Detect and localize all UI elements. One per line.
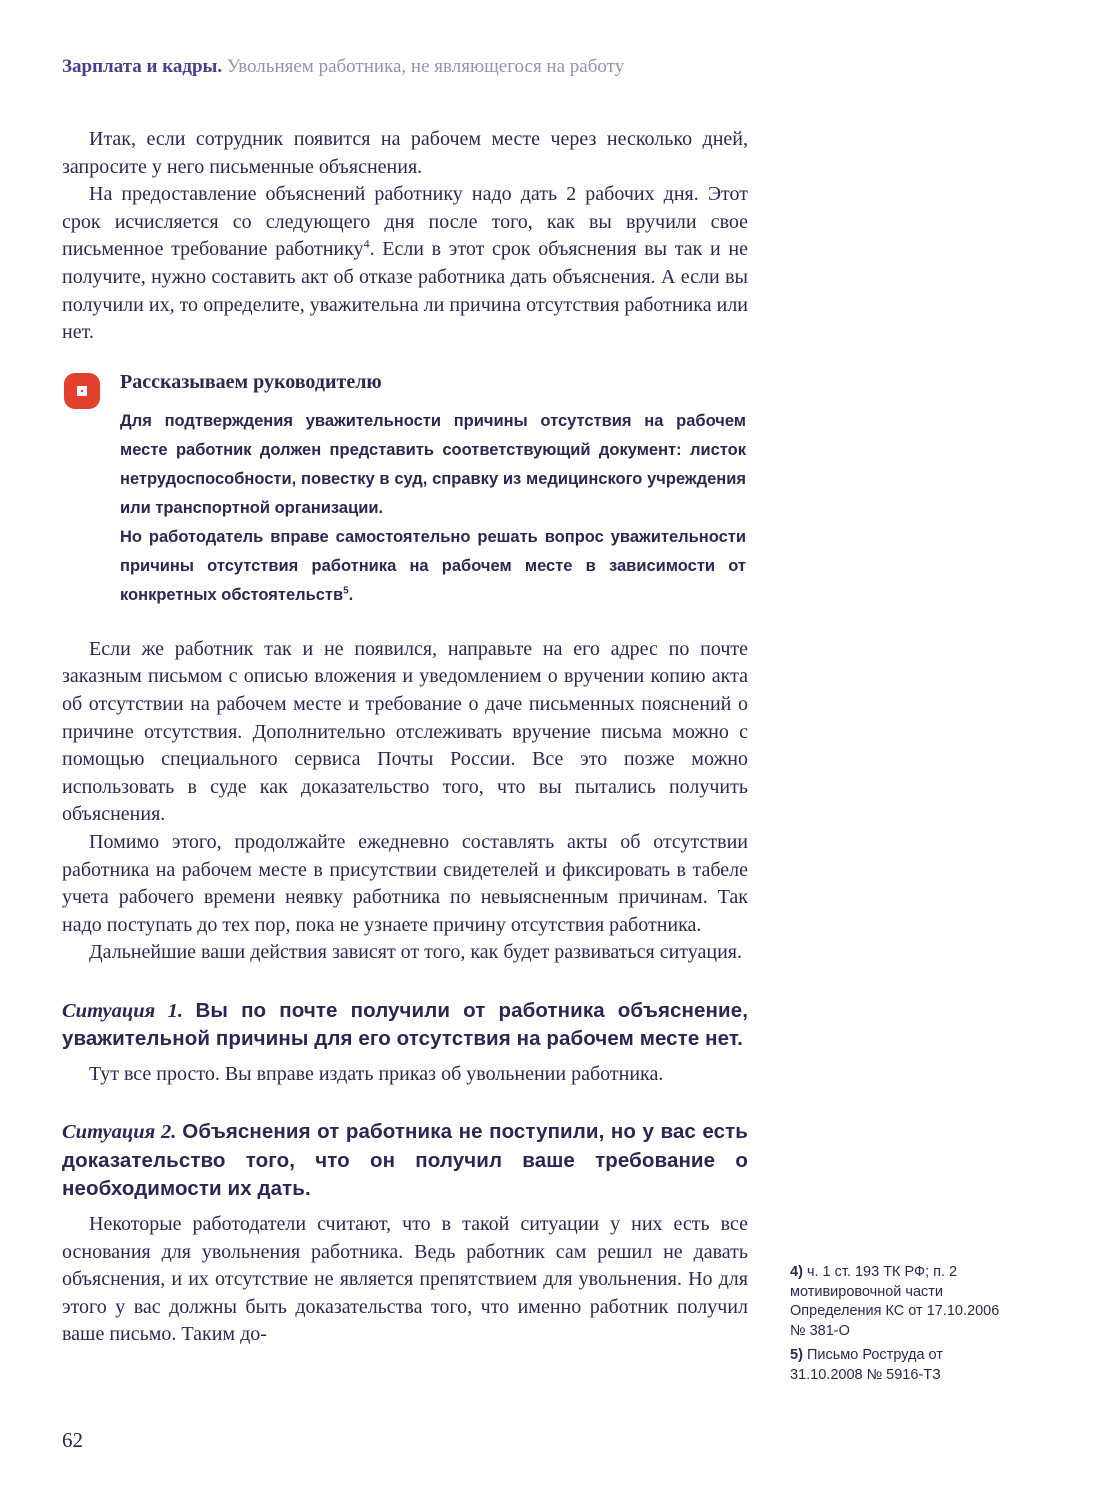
advice-callout [62, 371, 748, 610]
situation-2-text: Объяснения от работника не поступили, но у вас есть доказательство того, что он получил ваше требование о необходимости их дать. [62, 1120, 749, 1201]
white-square-glyph [77, 386, 87, 396]
section-brand: Зарплата и кадры. [62, 56, 223, 77]
record-square-icon [64, 373, 100, 409]
main-text-column [62, 126, 748, 1349]
callout-paragraph-1: Для подтверждения уважительности причины отсутствия на рабочем месте работник должен представить соответствующий документ: листок нетрудоспособности, повестку в суд, справку из медицинского учреждения или транспортной организации. [120, 411, 746, 517]
situation-1-lead: Ситуация 1. [62, 999, 184, 1022]
situation-1-heading [62, 997, 748, 1054]
callout-content [120, 371, 746, 610]
footnote-4-label: 4) [790, 1264, 803, 1280]
page-number: 62 [62, 1428, 83, 1452]
situation-2-lead: Ситуация 2. [62, 1121, 177, 1144]
footnote-4-text: ч. 1 ст. 193 ТК РФ; п. 2 мотивировочной части Определения КС от 17.10.2006 № 381-О [790, 1264, 1000, 1339]
paragraph-next-steps: Дальнейшие ваши действия зависят от того, как будет развиваться ситуация. [89, 941, 742, 964]
margin-footnotes [790, 1263, 1012, 1390]
paragraph-explanation-term: На предоставление объяснений работнику надо дать 2 рабочих дня. Этот срок исчисляется со следующего дня после того, как вы вручили свое письменное требование работнику$^4$. Если в этот срок объяснения вы так и не получите, нужно составить акт об отказе работника дать объяснения. А если вы получили их, то определите, уважительна ли причина отсутствия работника или нет. [62, 183, 748, 344]
situation-2-paragraph: Некоторые работодатели считают, что в такой ситуации у них есть все основания для увольнения работника. Ведь работник сам решил не давать объяснения, и их отсутствие не является препятствием для увольнения. Но для этого у вас должны быть доказательства того, что именно работник получил ваше письмо. Таким до- [62, 1212, 748, 1346]
callout-title: Рассказываем руководителю [120, 370, 382, 393]
footnote-5-text: Письмо Роструда от 31.10.2008 № 5916-ТЗ [790, 1347, 943, 1383]
situation-2-heading [62, 1118, 748, 1204]
callout-paragraph-2: Но работодатель вправе самостоятельно решать вопрос уважительности причины отсутствия работника на рабочем месте в зависимости от конкретных обстоятельств$^5$. [120, 527, 746, 604]
paragraph-intro: Итак, если сотрудник появится на рабочем месте через несколько дней, запросите у него письменные объяснения. [62, 128, 748, 178]
footnote-4 [790, 1263, 1012, 1341]
footnote-5 [790, 1346, 1012, 1385]
footnote-5-label: 5) [790, 1347, 803, 1363]
situation-1-text: Вы по почте получили от работника объяснение, уважительной причины для его отсутствия на рабочем месте нет. [62, 998, 748, 1051]
paragraph-daily-acts: Помимо этого, продолжайте ежедневно составлять акты об отсутствии работника на рабочем месте в присутствии свидетелей и фиксировать в табеле учета рабочего времени неявку работника по невыясненным причинам. Так надо поступать до тех пор, пока не узнаете причину отсутствия работника. [62, 830, 748, 936]
paragraph-registered-letter: Если же работник так и не появился, направьте на его адрес по почте заказным письмом с описью вложения и уведомлением о вручении копию акта об отсутствии на рабочем месте и требование о даче письменных пояснений о причине отсутствия. Дополнительно отслеживать вручение письма можно с помощью специального сервиса Почты России. Все это позже можно использовать в суде как доказательство того, что вы пытались получить объяснения. [62, 637, 748, 826]
situation-1-paragraph: Тут все просто. Вы вправе издать приказ об увольнении работника. [89, 1062, 664, 1085]
page-header [62, 55, 962, 79]
section-title: Увольняем работника, не являющегося на работу [226, 56, 625, 77]
